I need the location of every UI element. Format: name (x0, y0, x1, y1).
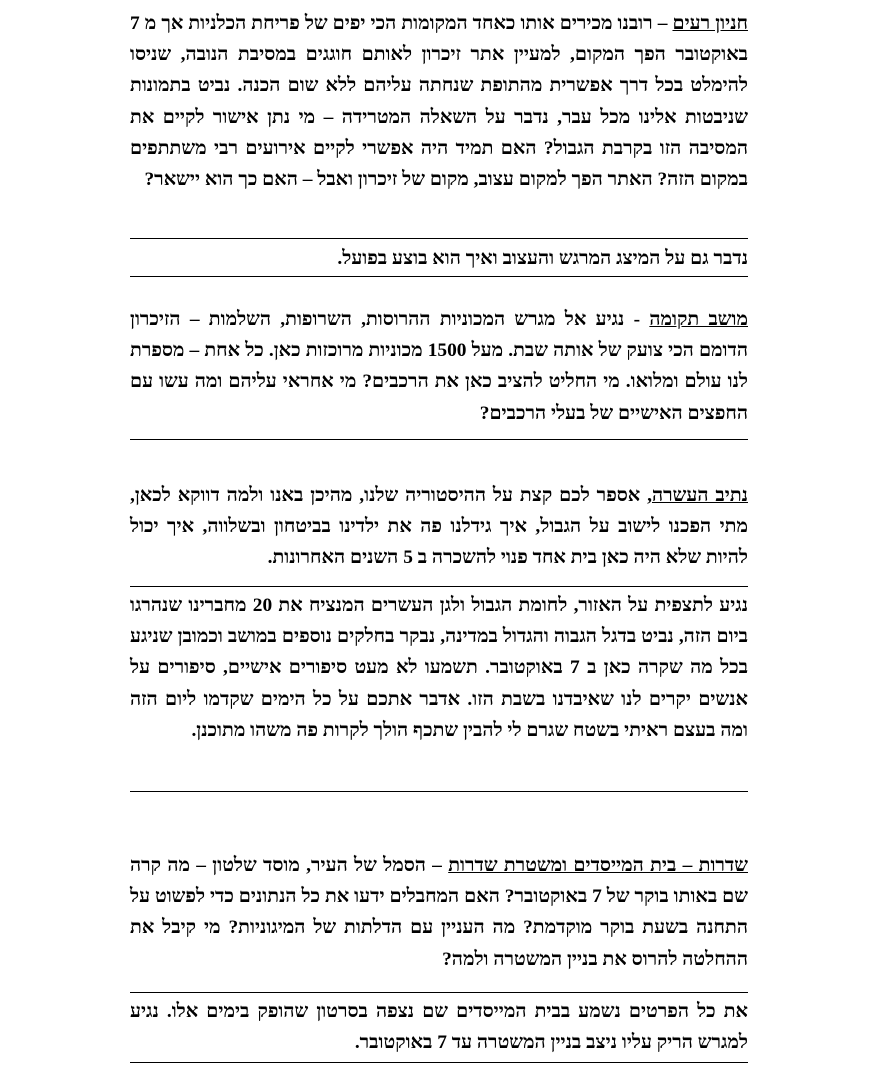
section-text-sderot: – הסמל של העיר, מוסד שלטון – מה קרה שם באותו בוקר של 7 באוקטובר? האם המחבלים ידעו את כל הנתונים כדי לפשוט על התחנה בשעת בוקר מוקדמת? מה העניין עם הדלתות של המיגוניות? מי קיבל את ההחלטה להרוס את בניין המשטרה ולמה? (130, 855, 748, 970)
section-text-netiv-haasara: אספר לכם קצת על ההיסטוריה שלנו, מהיכן באנו ולמה דווקא לכאן, מתי הפכנו לישוב על הגבול, איך גידלנו פה את ילדינו בביטחון ובשלווה, איך יכול להיות שלא היה כאן בית אחד פנוי להשכרה ב 5 השנים האחרונות. (130, 485, 748, 569)
divider (130, 791, 748, 792)
divider (130, 1062, 748, 1063)
divider (130, 276, 748, 277)
divider (130, 238, 748, 239)
section-title-netiv-haasara: נתיב העשרה, (647, 485, 748, 506)
section-title-tkuma: מושב תקומה (649, 309, 748, 330)
section-title-reim: חניון רעים (672, 13, 748, 34)
section-netiv-haasara (130, 480, 748, 574)
divider (130, 439, 748, 440)
section-tkuma (130, 304, 748, 429)
divider (130, 586, 748, 587)
section-reim-parking (130, 8, 748, 195)
section-text-reim: – רובנו מכירים אותו כאחד המקומות הכי יפים של פריחת הכלניות אך מ 7 באוקטובר הפך המקום, למעיין אתר זיכרון לאותם חוגגים במסיבת הנובה, שניסו להימלט בכל דרך אפשרית מהתופת שנחתה עליהם ללא שום הכנה. נביט בתמונות שניבטות אלינו מכל עבר, נדבר על השאלה המטרידה – מי נתן אישור לקיים את המסיבה הזו בקרבת הגבול? האם תמיד היה אפשרי לקיים אירועים רבי משתתפים במקום הזה? האתר הפך למקום עצוב, מקום של זיכרון ואבל – האם כך הוא יישאר? (130, 13, 748, 191)
section-note-sderot: את כל הפרטים נשמע בבית המייסדים שם נצפה בסרטון שהופק בימים אלו. נגיע למגרש הריק עליו ניצב בניין המשטרה עד 7 באוקטובר. (130, 1001, 748, 1054)
section-sderot (130, 850, 748, 975)
section-note-netiv-haasara: נגיע לתצפית על האזור, לחומת הגבול ולגן העשרים המנציח את 20 מחברינו שנהרגו ביום הזה, נביט בדגל הגבוה והגדול במדינה, נבקר בחלקים נוספים במושב וכמובן שניגע בכל מה שקרה כאן ב 7 באוקטובר. תשמעו לא מעט סיפורים אישיים, סיפורים על אנשים יקרים לנו שאיבדנו בשבת הזו. אדבר אתכם על כל הימים שקדמו ליום הזה ומה בעצם ראיתי בשטח שגרם לי להבין שתכף הולך לקרות פה משהו מתוכנן. (130, 595, 748, 741)
section-note-reim: נדבר גם על המיצג המרגש והעצוב ואיך הוא בוצע בפועל. (337, 248, 748, 269)
divider (130, 992, 748, 993)
section-title-sderot: שדרות – בית המייסדים ומשטרת שדרות (448, 855, 748, 876)
section-text-tkuma: - נגיע אל מגרש המכוניות ההרוסות, השרופות, השלמות – הזיכרון הדומם הכי צועק של אותה שבת. מעל 1500 מכוניות מרוכזות כאן. כל אחת – מספרת לנו עולם ומלואו. מי החליט להציב כאן את הרכבים? מי אחראי עליהם ומה עשו עם החפצים האישיים של בעלי הרכבים? (130, 309, 748, 424)
